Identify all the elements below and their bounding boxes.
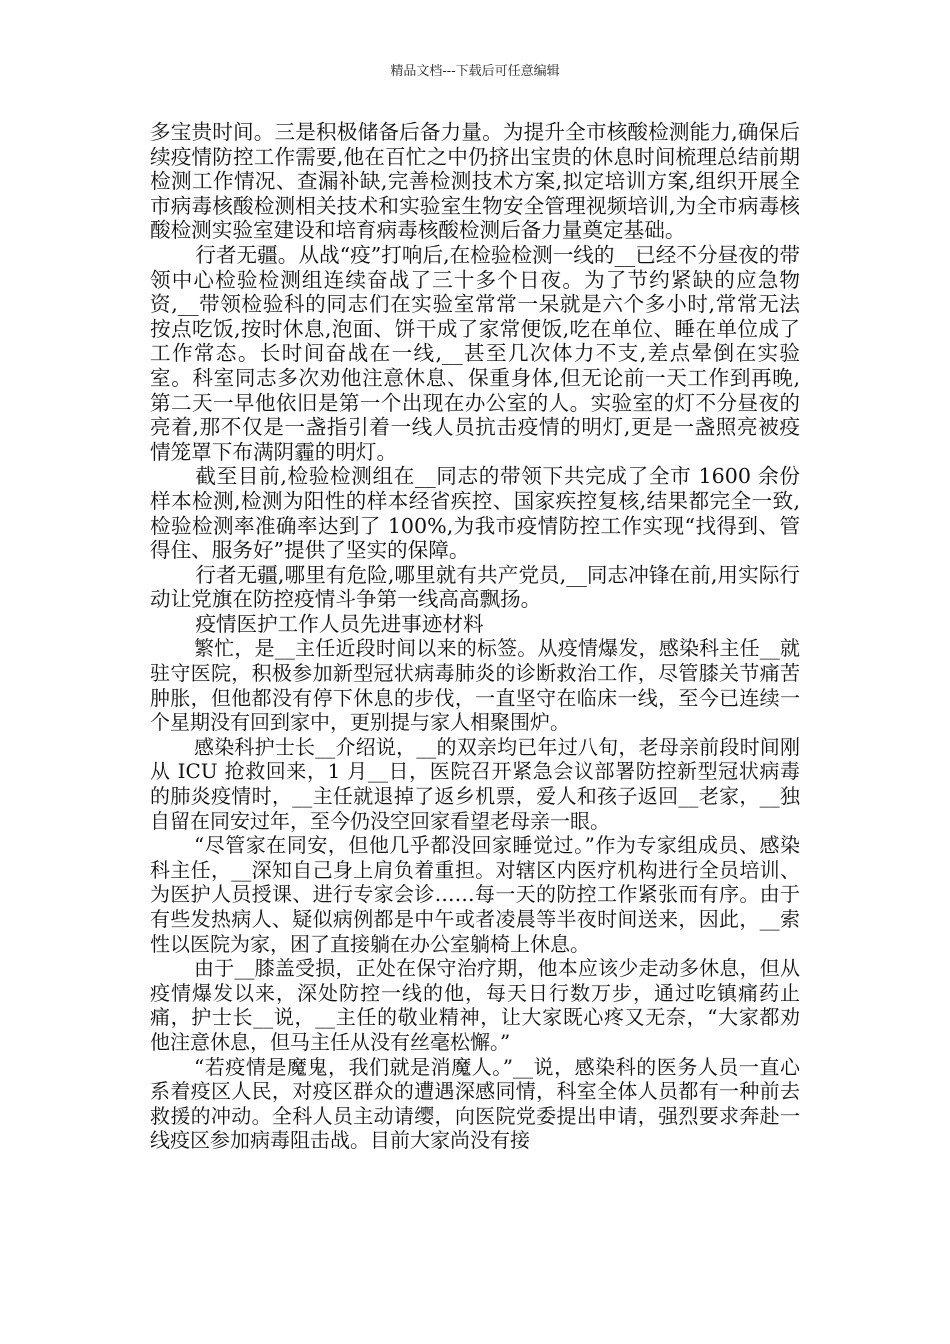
paragraph-demon-fighters: “若疫情是魔鬼，我们就是消魔人。”__说，感染科的医务人员一直心系着疫区人民，对疫区群众的遭遇深感同情，科室全体人员都有一种前去救援的冲动。全科人员主动请缨，向医院党委提出申请，强烈要求奔赴一线疫区参加病毒阻击战。目前大家尚没有接	[150, 1054, 800, 1153]
document-body	[150, 120, 800, 1153]
paragraph-test-results: 截至目前,检验检测组在__同志的带领下共完成了全市 1600 余份样本检测,检测为阳性的样本经省疾控、国家疾控复核,结果都完全一致,检验检测率准确率达到了 100%,为我市疫情防控工作实现“找得到、管得住、服务好”提供了坚实的保障。	[150, 464, 800, 563]
paragraph-head-nurse: 感染科护士长__介绍说，__的双亲均已年过八旬，老母亲前段时间刚从 ICU 抢救回来，1 月__日，医院召开紧急会议部署防控新型冠状病毒的肺炎疫情时，__主任就退掉了返乡机票，爱人和孩子返回__老家，__独自留在同安过年，至今仍没空回家看望老母亲一眼。	[150, 734, 800, 833]
paragraph-continuation: 多宝贵时间。三是积极储备后备力量。为提升全市核酸检测能力,确保后续疫情防控工作需要,他在百忙之中仍挤出宝贵的休息时间梳理总结前期检测工作情况、查漏补缺,完善检测技术方案,拟定培训方案,组织开展全市病毒核酸检测相关技术和实验室生物安全管理视频培训,为全市病毒核酸检测实验室建设和培育病毒核酸检测后备力量奠定基础。	[150, 120, 800, 243]
paragraph-party-member: 行者无疆,哪里有危险,哪里就有共产党员,__同志冲锋在前,用实际行动让党旗在防控疫情斗争第一线高高飘扬。	[150, 562, 800, 612]
paragraph-wuzheng-intro: 行者无疆。从战“疫”打响后,在检验检测一线的__已经不分昼夜的带领中心检验检测组连续奋战了三十多个日夜。为了节约紧缺的应急物资,__带领检验科的同志们在实验室常常一呆就是六个多小时,常常无法按点吃饭,按时休息,泡面、饼干成了家常便饭,吃在单位、睡在单位成了工作常态。长时间奋战在一线,__甚至几次体力不支,差点晕倒在实验室。科室同志多次劝他注意休息、保重身体,但无论前一天工作到再晚,第二天一早他依旧是第一个出现在办公室的人。实验室的灯不分昼夜的亮着,那不仅是一盏指引着一线人员抗击疫情的明灯,更是一盏照亮被疫情笼罩下布满阴霾的明灯。	[150, 242, 800, 464]
page-header: 精品文档---下载后可任意编辑	[390, 64, 560, 79]
paragraph-knee-injury: 由于__膝盖受损，正处在保守治疗期，他本应该少走动多休息，但从疫情爆发以来，深处防控一线的他，每天日行数万步，通过吃镇痛药止痛，护士长__说，__主任的敬业精神，让大家既心疼又无奈，“大家都劝他注意休息，但马主任从没有丝毫松懈。”	[150, 956, 800, 1054]
section-title: 疫情医护工作人员先进事迹材料	[195, 611, 484, 636]
paragraph-home-in-tongan: “尽管家在同安，但他几乎都没回家睡觉过。”作为专家组成员、感染科主任，__深知自己身上肩负着重担。对辖区内医疗机构进行全员培训、为医护人员授课、进行专家会诊……每一天的防控工作紧张而有序。由于有些发热病人、疑似病例都是中午或者凌晨等半夜时间送来，因此，__索性以医院为家，困了直接躺在办公室躺椅上休息。	[150, 833, 800, 956]
paragraph-busy-director: 繁忙，是__主任近段时间以来的标签。从疫情爆发，感染科主任__就驻守医院，积极参加新型冠状病毒肺炎的诊断救治工作，尽管膝关节痛苦肿胀，但他都没有停下休息的步伐，一直坚守在临床一线，至今已连续一个星期没有回到家中，更别提与家人相聚围炉。	[150, 636, 800, 735]
